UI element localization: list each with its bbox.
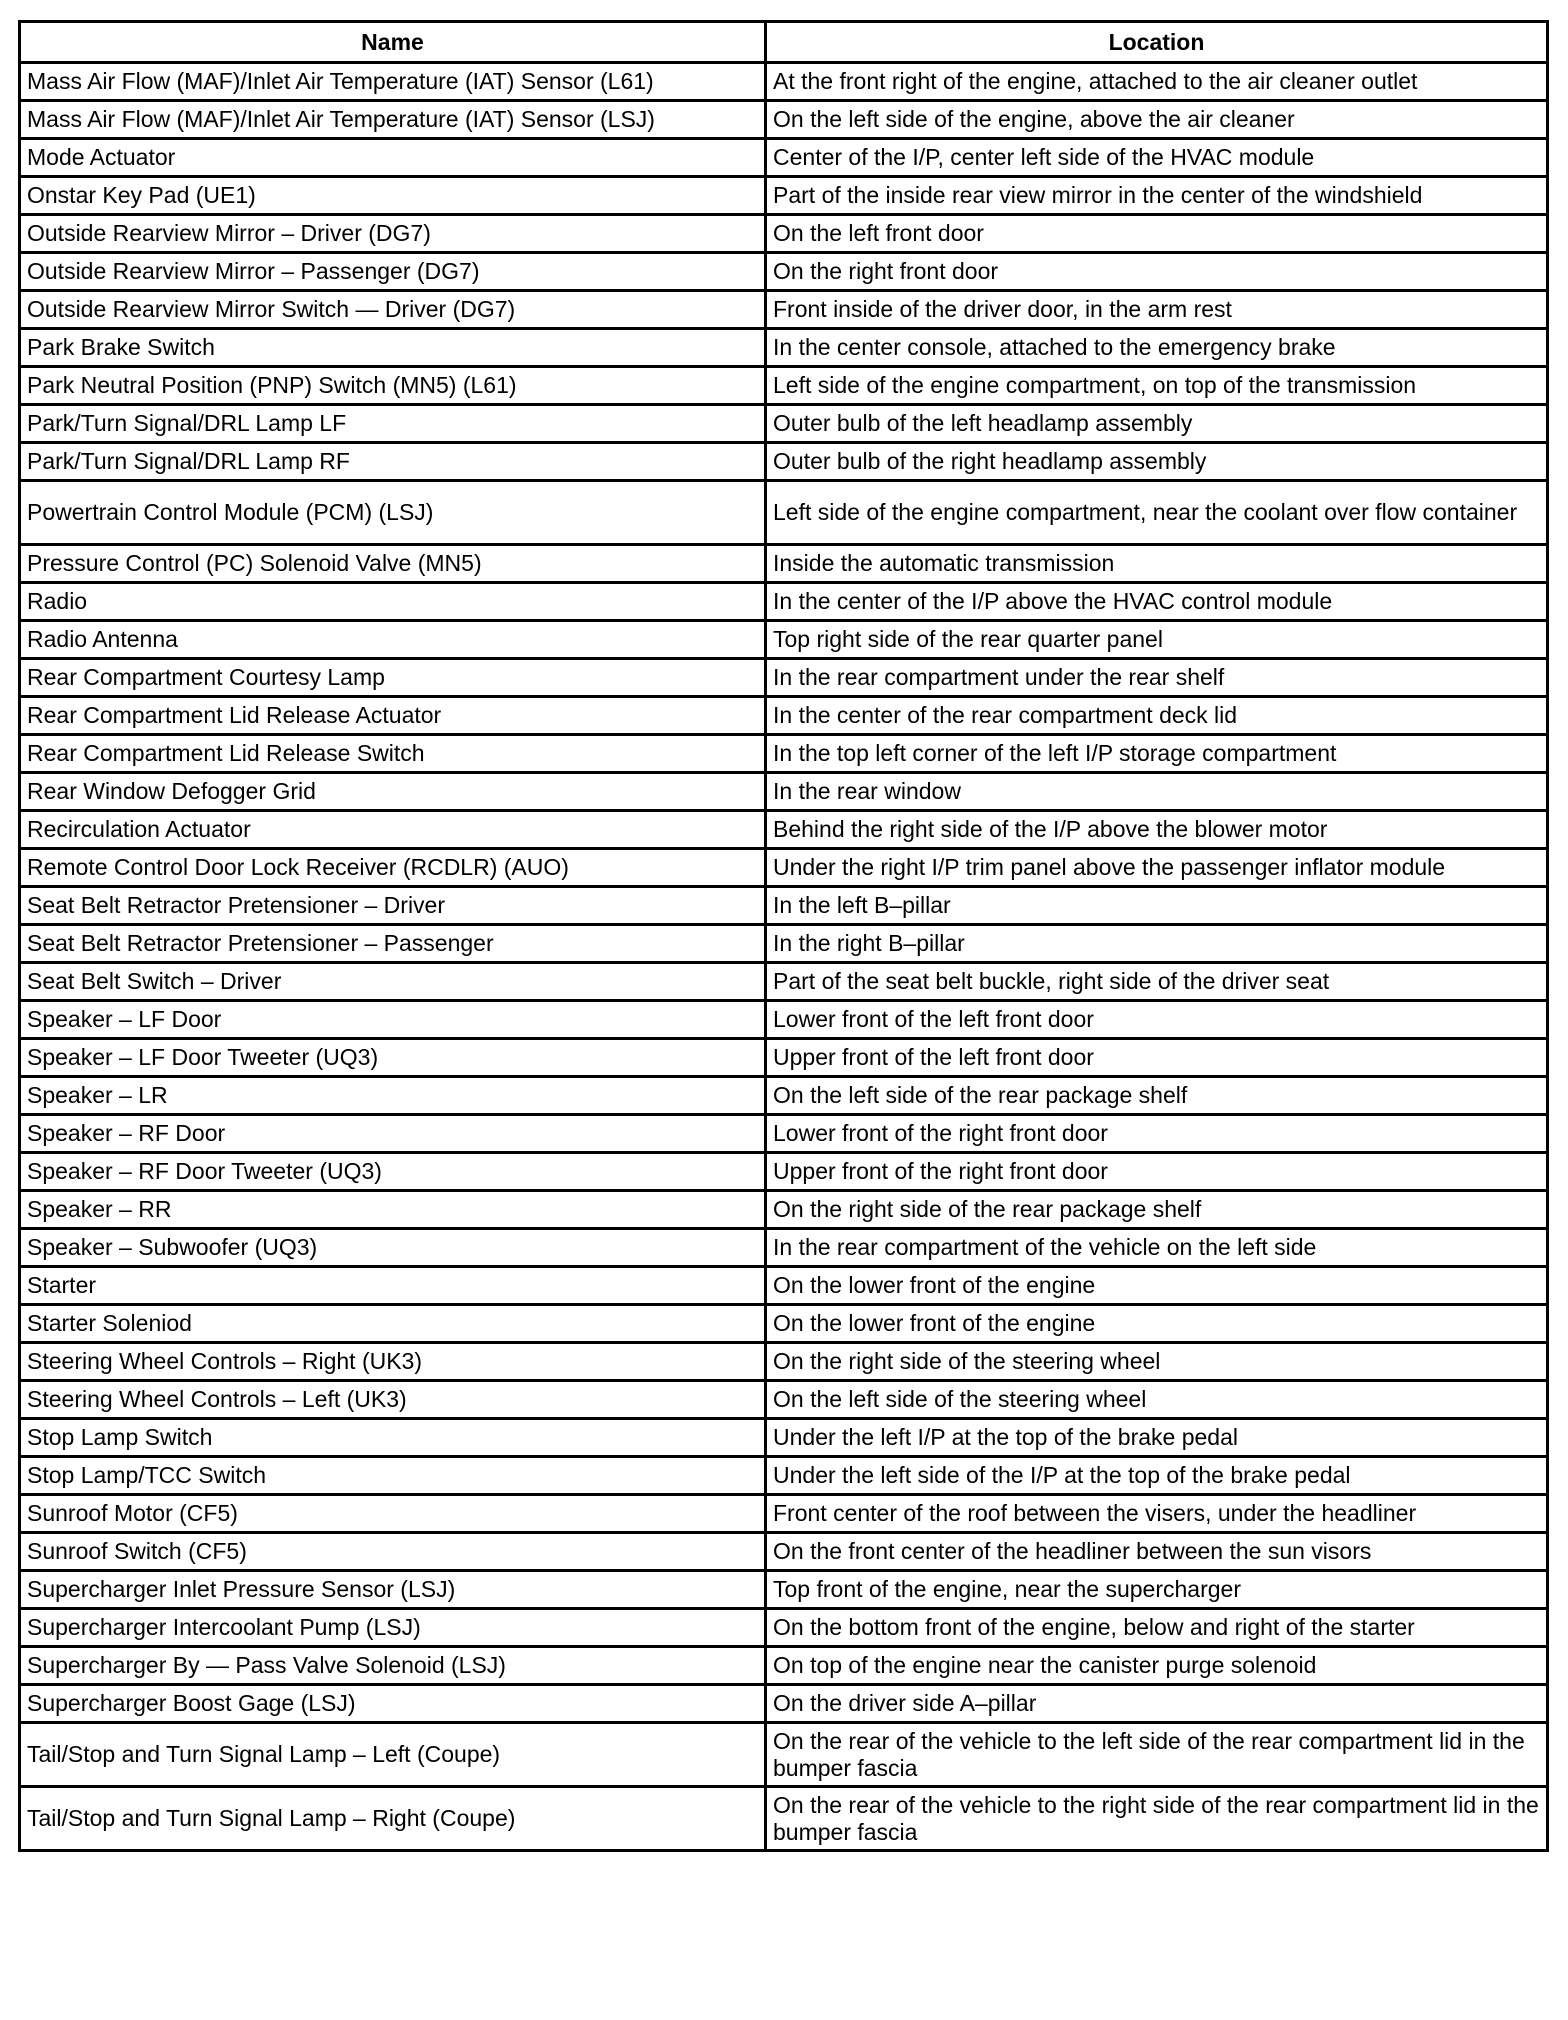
table-row (20, 63, 1548, 101)
table-row (20, 1343, 1548, 1381)
name-cell: Rear Compartment Courtesy Lamp (20, 659, 766, 697)
component-locations-table (18, 20, 1549, 1852)
name-cell: Starter Soleniod (20, 1305, 766, 1343)
table-row (20, 1077, 1548, 1115)
table-row (20, 1723, 1548, 1787)
location-cell: In the center of the I/P above the HVAC control module (766, 583, 1548, 621)
location-cell: In the top left corner of the left I/P storage compartment (766, 735, 1548, 773)
table-row (20, 1419, 1548, 1457)
table-row (20, 1001, 1548, 1039)
name-cell: Seat Belt Retractor Pretensioner – Driver (20, 887, 766, 925)
name-cell: Speaker – RF Door (20, 1115, 766, 1153)
name-cell: Speaker – LR (20, 1077, 766, 1115)
name-cell: Supercharger By — Pass Valve Solenoid (LSJ) (20, 1647, 766, 1685)
name-column-header: Name (20, 22, 766, 63)
name-cell: Seat Belt Retractor Pretensioner – Passenger (20, 925, 766, 963)
name-cell: Tail/Stop and Turn Signal Lamp – Left (Coupe) (20, 1723, 766, 1787)
name-cell: Steering Wheel Controls – Left (UK3) (20, 1381, 766, 1419)
header-row (20, 22, 1548, 63)
table-row (20, 621, 1548, 659)
component-locations-table-container (18, 20, 1546, 1852)
location-cell: At the front right of the engine, attached to the air cleaner outlet (766, 63, 1548, 101)
location-cell: On the bottom front of the engine, below and right of the starter (766, 1609, 1548, 1647)
name-cell: Outside Rearview Mirror Switch — Driver (DG7) (20, 291, 766, 329)
table-row (20, 1229, 1548, 1267)
location-cell: Left side of the engine compartment, near the coolant over flow container (766, 481, 1548, 545)
name-cell: Radio Antenna (20, 621, 766, 659)
name-cell: Park Neutral Position (PNP) Switch (MN5) (L61) (20, 367, 766, 405)
location-cell: Under the left side of the I/P at the top of the brake pedal (766, 1457, 1548, 1495)
table-row (20, 367, 1548, 405)
table-row (20, 1039, 1548, 1077)
name-cell: Speaker – LF Door Tweeter (UQ3) (20, 1039, 766, 1077)
table-row (20, 177, 1548, 215)
location-cell: On the left side of the steering wheel (766, 1381, 1548, 1419)
location-cell: Top front of the engine, near the supercharger (766, 1571, 1548, 1609)
name-cell: Supercharger Boost Gage (LSJ) (20, 1685, 766, 1723)
table-row (20, 1381, 1548, 1419)
table-row (20, 1305, 1548, 1343)
table-row (20, 443, 1548, 481)
location-cell: Under the right I/P trim panel above the passenger inflator module (766, 849, 1548, 887)
location-cell: On the left front door (766, 215, 1548, 253)
location-cell: Under the left I/P at the top of the brake pedal (766, 1419, 1548, 1457)
name-cell: Speaker – LF Door (20, 1001, 766, 1039)
location-cell: Top right side of the rear quarter panel (766, 621, 1548, 659)
name-cell: Recirculation Actuator (20, 811, 766, 849)
name-cell: Radio (20, 583, 766, 621)
table-row (20, 583, 1548, 621)
location-cell: On the lower front of the engine (766, 1267, 1548, 1305)
location-cell: On the driver side A–pillar (766, 1685, 1548, 1723)
table-row (20, 101, 1548, 139)
location-cell: On the front center of the headliner between the sun visors (766, 1533, 1548, 1571)
table-row (20, 963, 1548, 1001)
location-cell: In the rear compartment under the rear shelf (766, 659, 1548, 697)
name-cell: Rear Compartment Lid Release Switch (20, 735, 766, 773)
table-row (20, 253, 1548, 291)
location-cell: Center of the I/P, center left side of the HVAC module (766, 139, 1548, 177)
location-cell: In the rear compartment of the vehicle on the left side (766, 1229, 1548, 1267)
name-cell: Stop Lamp Switch (20, 1419, 766, 1457)
table-row (20, 291, 1548, 329)
table-row (20, 735, 1548, 773)
name-cell: Outside Rearview Mirror – Driver (DG7) (20, 215, 766, 253)
location-cell: Outer bulb of the right headlamp assembly (766, 443, 1548, 481)
name-cell: Park Brake Switch (20, 329, 766, 367)
table-row (20, 405, 1548, 443)
name-cell: Sunroof Motor (CF5) (20, 1495, 766, 1533)
location-cell: Front center of the roof between the visers, under the headliner (766, 1495, 1548, 1533)
table-row (20, 697, 1548, 735)
location-cell: On the right side of the steering wheel (766, 1343, 1548, 1381)
location-cell: On the lower front of the engine (766, 1305, 1548, 1343)
name-cell: Rear Window Defogger Grid (20, 773, 766, 811)
name-cell: Park/Turn Signal/DRL Lamp LF (20, 405, 766, 443)
location-cell: On the rear of the vehicle to the left side of the rear compartment lid in the bumper fascia (766, 1723, 1548, 1787)
table-row (20, 215, 1548, 253)
table-row (20, 811, 1548, 849)
name-cell: Speaker – RF Door Tweeter (UQ3) (20, 1153, 766, 1191)
location-cell: Lower front of the right front door (766, 1115, 1548, 1153)
location-cell: On the right side of the rear package shelf (766, 1191, 1548, 1229)
name-cell: Speaker – RR (20, 1191, 766, 1229)
name-cell: Supercharger Intercoolant Pump (LSJ) (20, 1609, 766, 1647)
table-row (20, 1153, 1548, 1191)
table-row (20, 481, 1548, 545)
location-cell: Left side of the engine compartment, on top of the transmission (766, 367, 1548, 405)
table-row (20, 545, 1548, 583)
name-cell: Park/Turn Signal/DRL Lamp RF (20, 443, 766, 481)
table-row (20, 1685, 1548, 1723)
table-row (20, 887, 1548, 925)
table-row (20, 925, 1548, 963)
name-cell: Supercharger Inlet Pressure Sensor (LSJ) (20, 1571, 766, 1609)
location-cell: In the rear window (766, 773, 1548, 811)
table-row (20, 329, 1548, 367)
location-cell: Part of the seat belt buckle, right side of the driver seat (766, 963, 1548, 1001)
location-cell: In the left B–pillar (766, 887, 1548, 925)
name-cell: Stop Lamp/TCC Switch (20, 1457, 766, 1495)
location-cell: On the left side of the engine, above the air cleaner (766, 101, 1548, 139)
name-cell: Mass Air Flow (MAF)/Inlet Air Temperature (IAT) Sensor (L61) (20, 63, 766, 101)
name-cell: Sunroof Switch (CF5) (20, 1533, 766, 1571)
location-cell: In the center of the rear compartment deck lid (766, 697, 1548, 735)
location-cell: Front inside of the driver door, in the arm rest (766, 291, 1548, 329)
location-cell: Upper front of the left front door (766, 1039, 1548, 1077)
table-row (20, 1787, 1548, 1851)
table-body (20, 63, 1548, 1851)
location-column-header: Location (766, 22, 1548, 63)
name-cell: Tail/Stop and Turn Signal Lamp – Right (Coupe) (20, 1787, 766, 1851)
table-row (20, 139, 1548, 177)
location-cell: Behind the right side of the I/P above the blower motor (766, 811, 1548, 849)
table-row (20, 1609, 1548, 1647)
name-cell: Starter (20, 1267, 766, 1305)
name-cell: Rear Compartment Lid Release Actuator (20, 697, 766, 735)
location-cell: On the rear of the vehicle to the right side of the rear compartment lid in the bumper fascia (766, 1787, 1548, 1851)
table-row (20, 1457, 1548, 1495)
name-cell: Remote Control Door Lock Receiver (RCDLR) (AUO) (20, 849, 766, 887)
location-cell: Part of the inside rear view mirror in the center of the windshield (766, 177, 1548, 215)
location-cell: On top of the engine near the canister purge solenoid (766, 1647, 1548, 1685)
table-row (20, 849, 1548, 887)
table-row (20, 1267, 1548, 1305)
location-cell: In the center console, attached to the emergency brake (766, 329, 1548, 367)
name-cell: Steering Wheel Controls – Right (UK3) (20, 1343, 766, 1381)
table-row (20, 773, 1548, 811)
table-row (20, 1533, 1548, 1571)
location-cell: On the left side of the rear package shelf (766, 1077, 1548, 1115)
name-cell: Powertrain Control Module (PCM) (LSJ) (20, 481, 766, 545)
location-cell: In the right B–pillar (766, 925, 1548, 963)
name-cell: Mode Actuator (20, 139, 766, 177)
table-row (20, 659, 1548, 697)
table-row (20, 1571, 1548, 1609)
name-cell: Pressure Control (PC) Solenoid Valve (MN5) (20, 545, 766, 583)
name-cell: Speaker – Subwoofer (UQ3) (20, 1229, 766, 1267)
location-cell: On the right front door (766, 253, 1548, 291)
name-cell: Outside Rearview Mirror – Passenger (DG7) (20, 253, 766, 291)
table-row (20, 1191, 1548, 1229)
location-cell: Upper front of the right front door (766, 1153, 1548, 1191)
name-cell: Onstar Key Pad (UE1) (20, 177, 766, 215)
name-cell: Seat Belt Switch – Driver (20, 963, 766, 1001)
location-cell: Outer bulb of the left headlamp assembly (766, 405, 1548, 443)
location-cell: Inside the automatic transmission (766, 545, 1548, 583)
name-cell: Mass Air Flow (MAF)/Inlet Air Temperature (IAT) Sensor (LSJ) (20, 101, 766, 139)
table-row (20, 1647, 1548, 1685)
table-row (20, 1115, 1548, 1153)
location-cell: Lower front of the left front door (766, 1001, 1548, 1039)
table-row (20, 1495, 1548, 1533)
